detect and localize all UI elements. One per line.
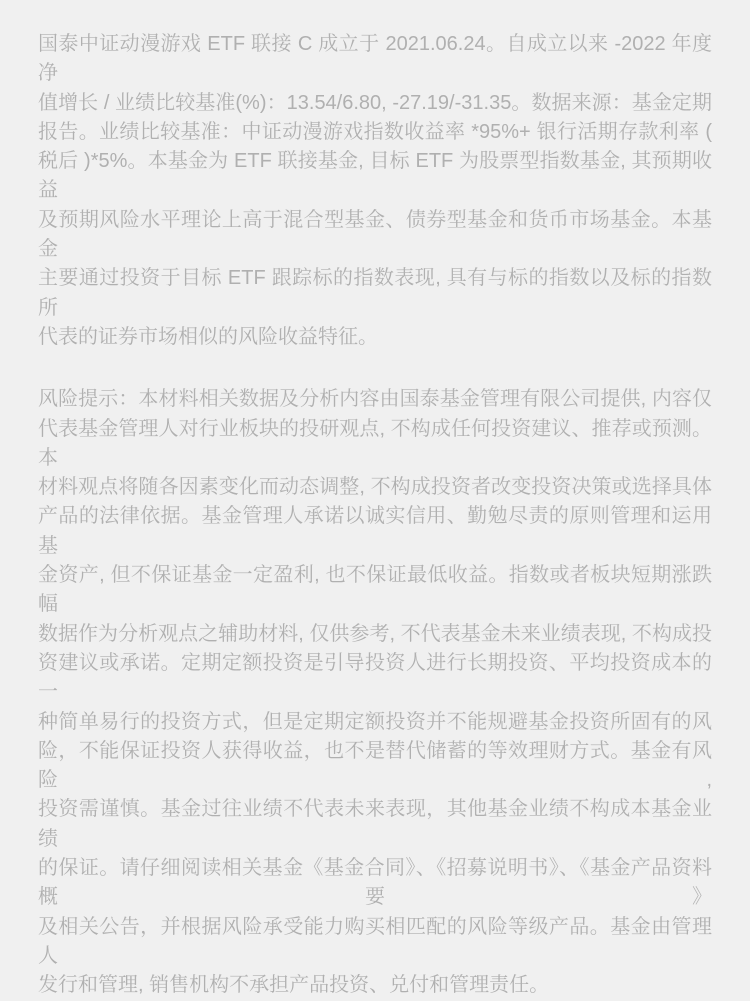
text-line: 的保证。请仔细阅读相关基金《基金合同》、《招募说明书》、《基金产品资料概要》: [38, 857, 712, 909]
text-line: 值增长 / 业绩比较基准(%)：13.54/6.80, -27.19/-31.35。数据来源：基金定期: [38, 91, 712, 114]
text-line: 金资产, 但不保证基金一定盈利, 也不保证最低收益。指数或者板块短期涨跌幅: [38, 564, 712, 616]
text-line: 险，不能保证投资人获得收益，也不是替代储蓄的等效理财方式。基金有风险,: [38, 739, 712, 792]
text-line: 报告。业绩比较基准：中证动漫游戏指数收益率 *95%+ 银行活期存款利率 (: [38, 120, 712, 143]
text-line: 税后 )*5%。本基金为 ETF 联接基金, 目标 ETF 为股票型指数基金, 其预期收益: [38, 150, 712, 202]
text-line: 种简单易行的投资方式，但是定期定额投资并不能规避基金投资所固有的风: [38, 710, 712, 733]
fund-performance-disclosure-paragraph: [38, 30, 712, 352]
text-line: 数据作为分析观点之辅助材料, 仅供参考, 不代表基金未来业绩表现, 不构成投: [38, 622, 712, 645]
text-line: 产品的法律依据。基金管理人承诺以诚实信用、勤勉尽责的原则管理和运用基: [38, 505, 712, 557]
text-line: 主要通过投资于目标 ETF 跟踪标的指数表现, 具有与标的指数以及标的指数所: [38, 267, 712, 319]
text-line: 代表基金管理人对行业板块的投研观点, 不构成任何投资建议、推荐或预测。本: [38, 417, 712, 469]
text-line: 及预期风险水平理论上高于混合型基金、债券型基金和货币市场基金。本基金: [38, 208, 712, 261]
text-line: 发行和管理, 销售机构不承担产品投资、兑付和管理责任。: [38, 974, 550, 997]
text-line: 材料观点将随各因素变化而动态调整, 不构成投资者改变投资决策或选择具体: [38, 476, 712, 499]
text-line: 投资需谨慎。基金过往业绩不代表未来表现，其他基金业绩不构成本基金业绩: [38, 798, 712, 850]
text-line: 国泰中证动漫游戏 ETF 联接 C 成立于 2021.06.24。自成立以来 -2022 年度净: [38, 33, 712, 85]
disclosure-text-block: [38, 30, 712, 1001]
text-line: 风险提示：本材料相关数据及分析内容由国泰基金管理有限公司提供, 内容仅: [38, 388, 712, 411]
text-line: 资建议或承诺。定期定额投资是引导投资人进行长期投资、平均投资成本的一: [38, 651, 712, 704]
text-line: 及相关公告，并根据风险承受能力购买相匹配的风险等级产品。基金由管理人: [38, 915, 712, 967]
risk-warning-paragraph: [38, 385, 712, 1000]
text-line: 代表的证券市场相似的风险收益特征。: [38, 325, 378, 348]
